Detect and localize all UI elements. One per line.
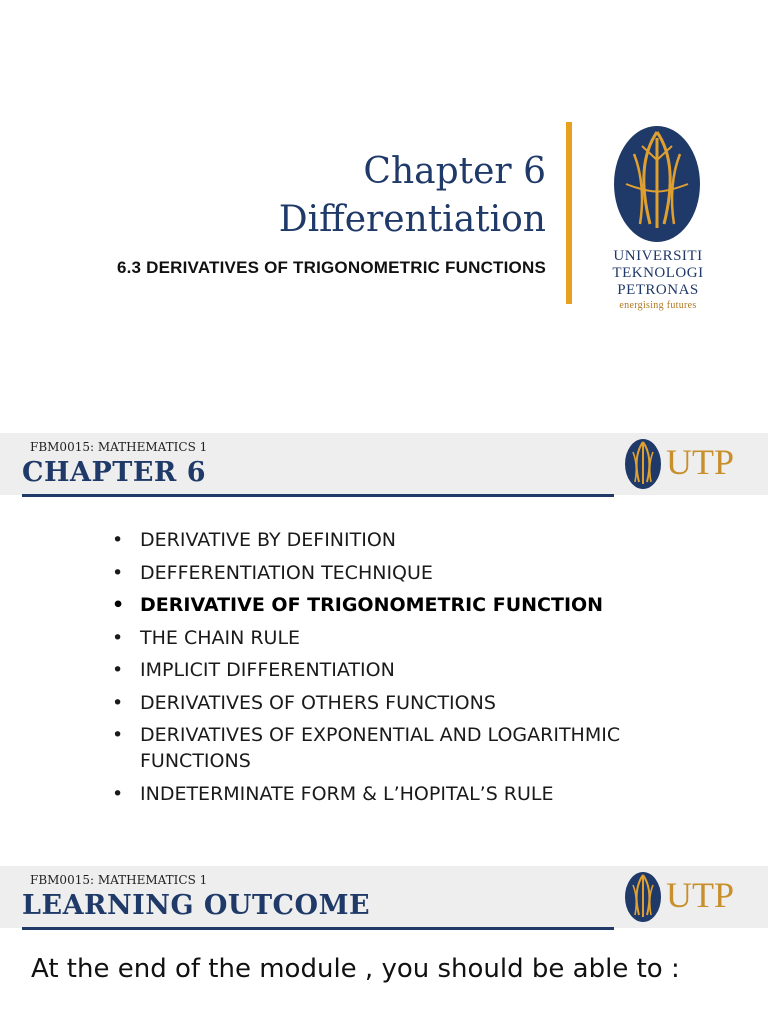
divider-bar xyxy=(566,122,572,304)
outcome-heading: LEARNING OUTCOME xyxy=(22,890,371,921)
list-item-label: DERIVATIVE BY DEFINITION xyxy=(140,529,396,551)
chapter-title xyxy=(279,148,546,244)
utp-brand: UTP xyxy=(666,875,735,915)
list-item-label: DERIVATIVE OF TRIGONOMETRIC FUNCTION xyxy=(140,594,604,616)
bullet-icon: • xyxy=(112,626,124,649)
list-item xyxy=(112,657,712,683)
list-item-label: THE CHAIN RULE xyxy=(140,626,301,649)
utp-crest-icon xyxy=(612,124,702,244)
topic-line: Differentiation xyxy=(278,199,546,240)
list-item-label: INDETERMINATE FORM & L’HOPITAL’S RULE xyxy=(140,782,554,805)
list-item-label: DERIVATIVES OF EXPONENTIAL AND LOGARITHMIC FUNCTIONS xyxy=(140,724,621,772)
outcome-intro: At the end of the module , you should be able to : xyxy=(31,954,680,984)
list-item-label: DERIVATIVES OF OTHERS FUNCTIONS xyxy=(140,691,496,714)
list-item xyxy=(112,722,712,774)
list-item xyxy=(112,625,712,651)
course-code: FBM0015: MATHEMATICS 1 xyxy=(30,873,208,887)
list-item-label: DEFFERENTIATION TECHNIQUE xyxy=(140,561,433,584)
bullet-icon: • xyxy=(112,724,124,746)
outcome-header xyxy=(0,866,768,928)
chapter-line: Chapter 6 xyxy=(363,151,546,192)
logo-line-1: UNIVERSITI xyxy=(613,248,703,264)
list-item xyxy=(112,781,712,807)
utp-crest-icon xyxy=(624,871,662,923)
section-subtitle: 6.3 DERIVATIVES OF TRIGONOMETRIC FUNCTIONS xyxy=(116,258,546,277)
list-item xyxy=(112,527,712,553)
bullet-icon: • xyxy=(112,691,124,714)
bullet-icon: • xyxy=(112,782,124,805)
chapter-heading: CHAPTER 6 xyxy=(22,457,207,488)
course-code: FBM0015: MATHEMATICS 1 xyxy=(30,440,208,454)
bullet-icon: • xyxy=(112,594,125,616)
list-item xyxy=(112,690,712,716)
title-slide xyxy=(0,0,768,400)
logo-line-2: TEKNOLOGI xyxy=(612,265,704,281)
bullet-icon: • xyxy=(112,561,124,584)
list-item xyxy=(112,560,712,586)
list-item-label: IMPLICIT DIFFERENTIATION xyxy=(140,659,395,681)
bullet-icon: • xyxy=(112,529,124,551)
chapter-header xyxy=(0,433,768,495)
heading-underline xyxy=(22,927,614,930)
utp-brand: UTP xyxy=(666,442,735,482)
logo-line-3: PETRONAS xyxy=(617,282,699,298)
heading-underline xyxy=(22,494,614,497)
utp-wordmark xyxy=(612,248,704,312)
logo-tagline: energising futures xyxy=(619,300,697,311)
topic-list xyxy=(112,527,712,813)
list-item xyxy=(112,592,712,618)
utp-crest-icon xyxy=(624,438,662,490)
bullet-icon: • xyxy=(112,659,124,681)
